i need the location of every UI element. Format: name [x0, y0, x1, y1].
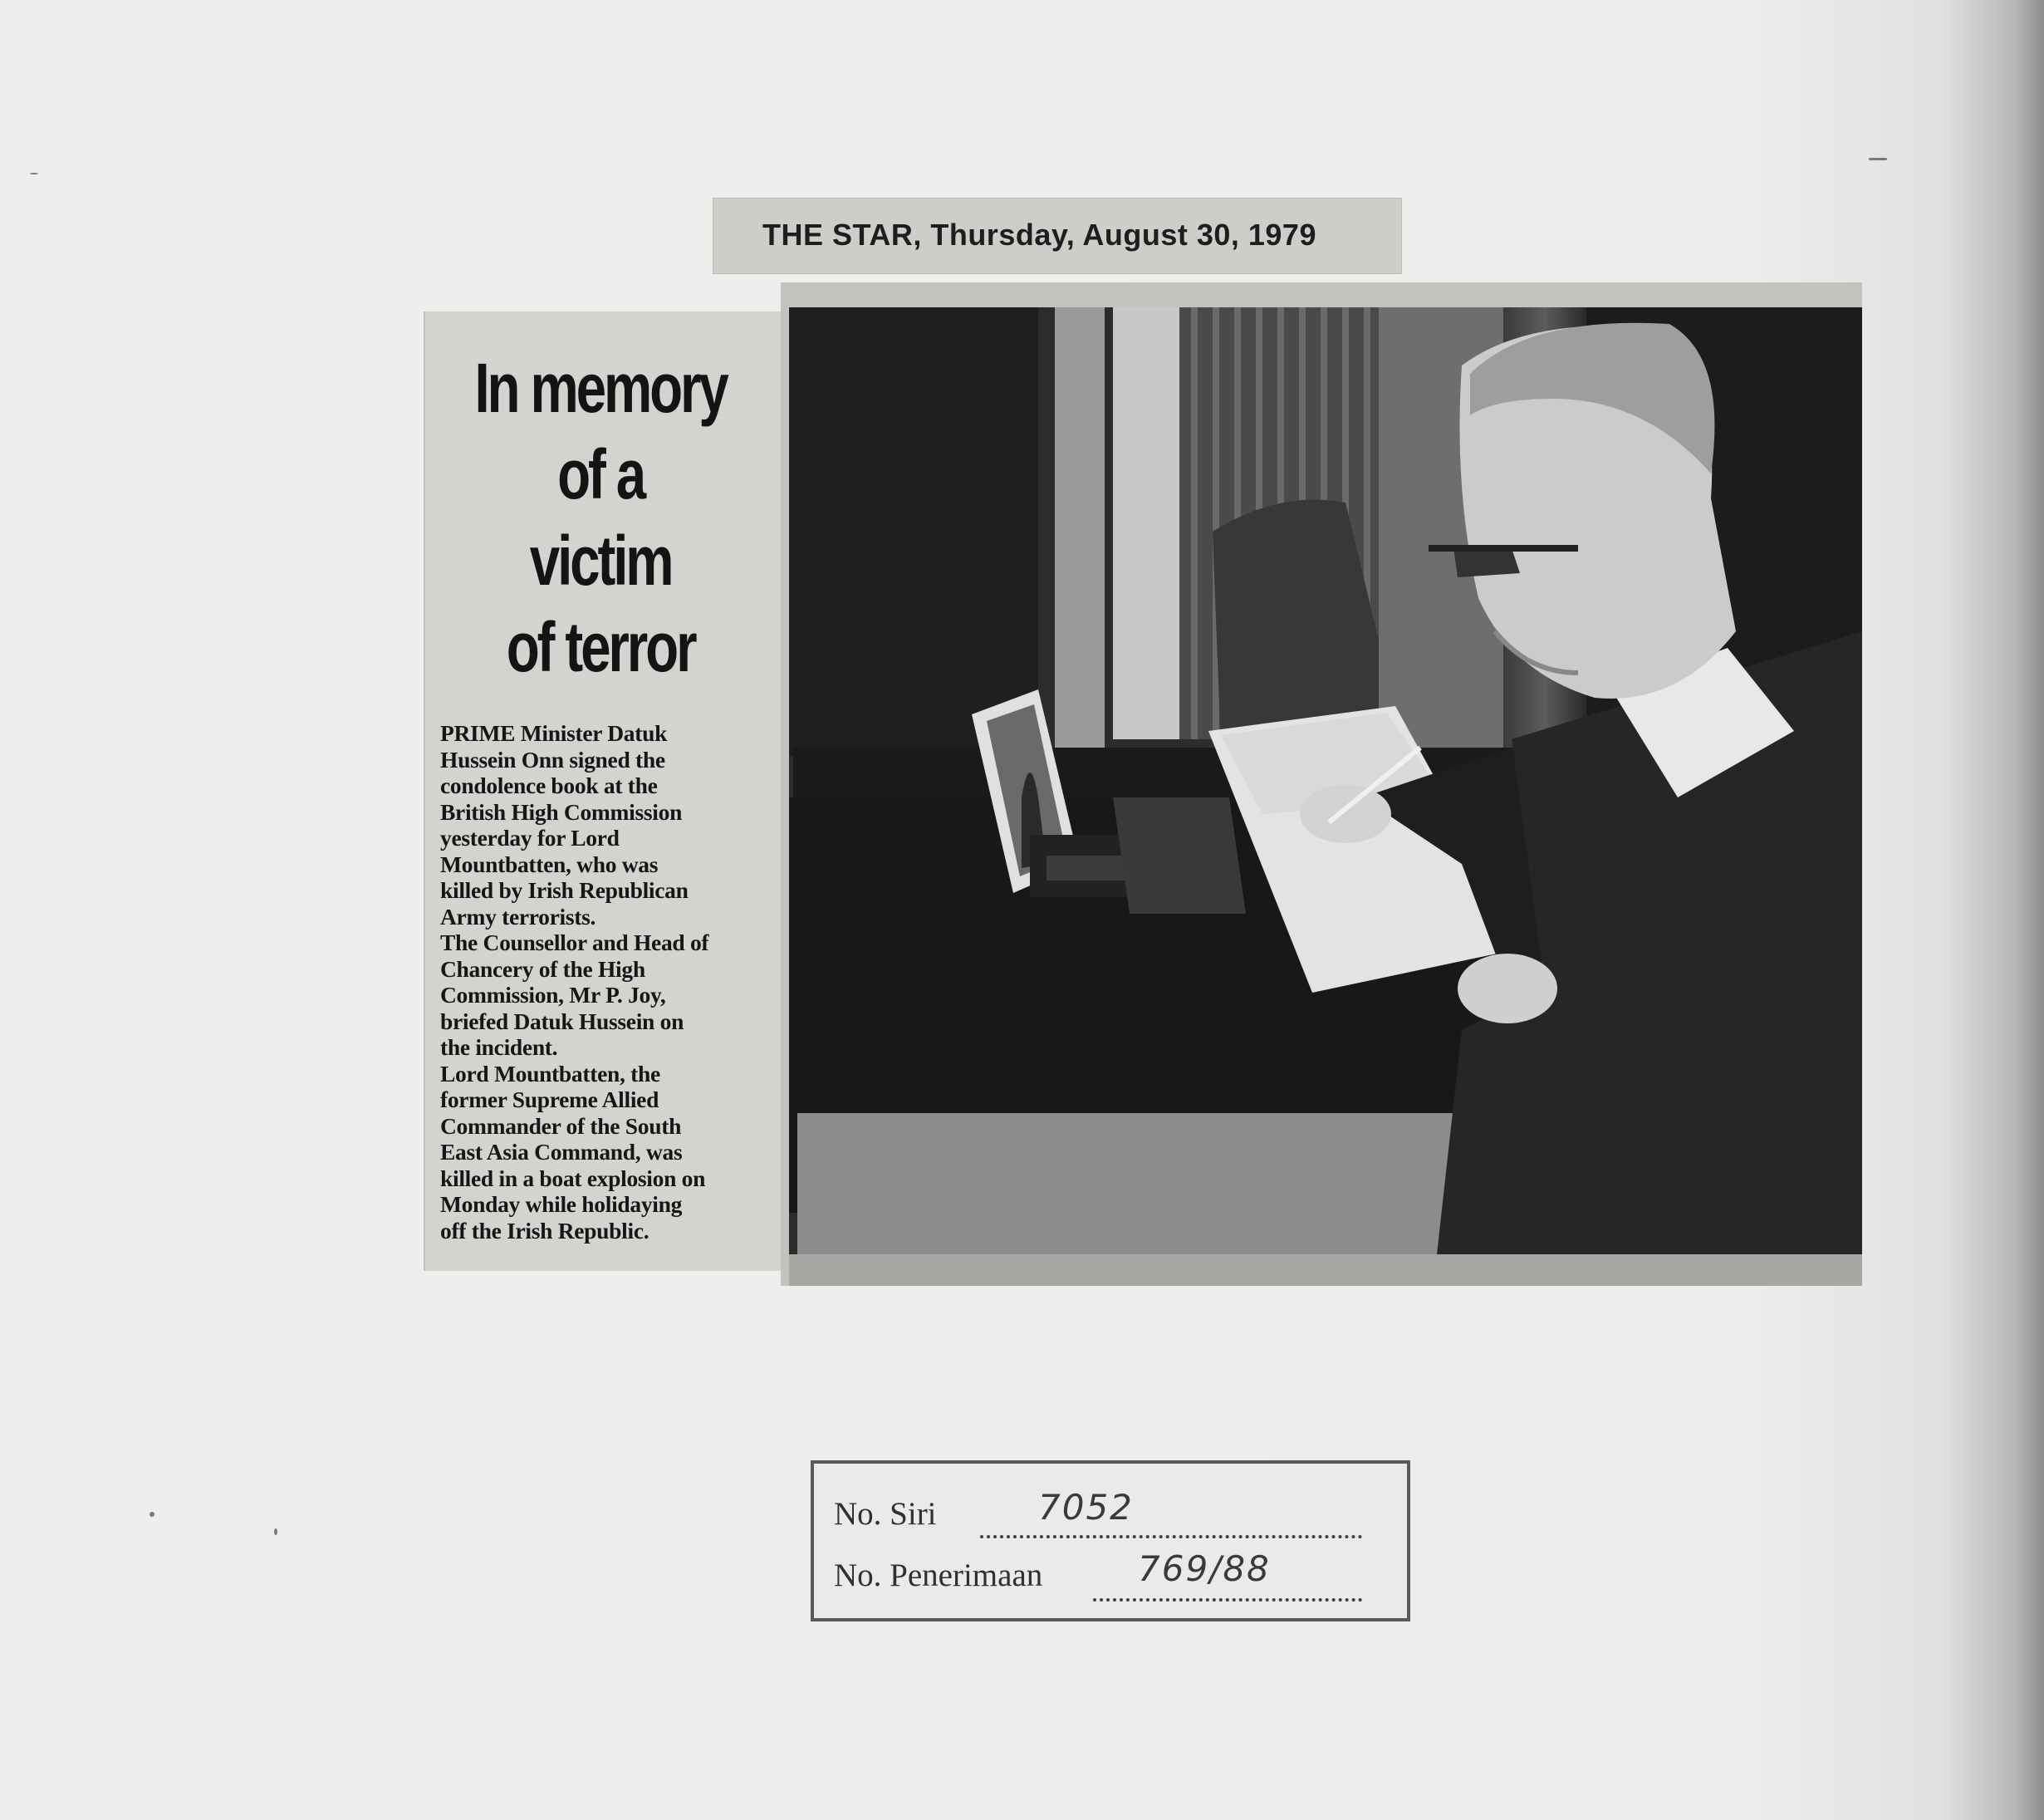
article-body-line: Commission, Mr P. Joy,	[440, 982, 666, 1008]
article-body-line: Mountbatten, who was	[440, 851, 659, 877]
siri-label: No. Siri	[834, 1496, 937, 1532]
siri-dotted-line	[980, 1535, 1362, 1538]
article-body-line: The Counsellor and Head of	[440, 930, 709, 955]
newspaper-masthead-clipping	[713, 198, 1402, 274]
article-body-line: former Supreme Allied	[440, 1087, 659, 1112]
article-text-column	[424, 312, 803, 1271]
article-body-line: Hussein Onn signed the	[440, 746, 665, 773]
article-body-line: off the Irish Republic.	[440, 1217, 649, 1244]
paper-speck	[30, 173, 38, 174]
article-body-line: British High Commission	[440, 798, 683, 825]
photo-illustration	[781, 282, 1862, 1286]
headline-line: In memory	[474, 349, 727, 427]
headline-line: of terror	[506, 608, 695, 686]
article-body-line: PRIME Minister Datuk	[440, 720, 668, 746]
headline-line: of a	[557, 435, 645, 513]
article-clipping	[424, 282, 1862, 1286]
article-body-line: Monday while holidaying	[440, 1191, 683, 1217]
siri-number-handwritten: 7052	[1038, 1487, 1134, 1528]
penerimaan-number-handwritten: 769/88	[1138, 1548, 1271, 1589]
article-body	[440, 720, 797, 1244]
article-body-line: briefed Datuk Hussein on	[440, 1008, 684, 1034]
article-body-line: yesterday for Lord	[440, 825, 620, 851]
article-body-line: Chancery of the High	[440, 955, 645, 982]
paper-speck	[1869, 158, 1887, 160]
article-body-line: Commander of the South	[440, 1112, 682, 1139]
penerimaan-label: No. Penerimaan	[834, 1558, 1043, 1593]
article-body-line: the incident.	[440, 1034, 558, 1060]
penerimaan-dotted-line	[1093, 1598, 1362, 1602]
masthead-text: THE STAR, Thursday, August 30, 1979	[762, 218, 1316, 252]
headline-line: victim	[529, 522, 672, 600]
article-body-line: killed by Irish Republican	[440, 877, 689, 903]
article-body-line: Lord Mountbatten, the	[440, 1060, 660, 1087]
article-headline	[464, 345, 737, 690]
news-photo	[781, 282, 1862, 1286]
article-body-line: Army terrorists.	[440, 903, 596, 930]
article-body-line: East Asia Command, was	[440, 1139, 683, 1165]
paper-speck	[274, 1528, 277, 1535]
archive-registration-stamp	[811, 1460, 1410, 1621]
article-body-line: condolence book at the	[440, 773, 658, 798]
article-body-line: killed in a boat explosion on	[440, 1165, 706, 1191]
paper-speck	[150, 1512, 154, 1517]
